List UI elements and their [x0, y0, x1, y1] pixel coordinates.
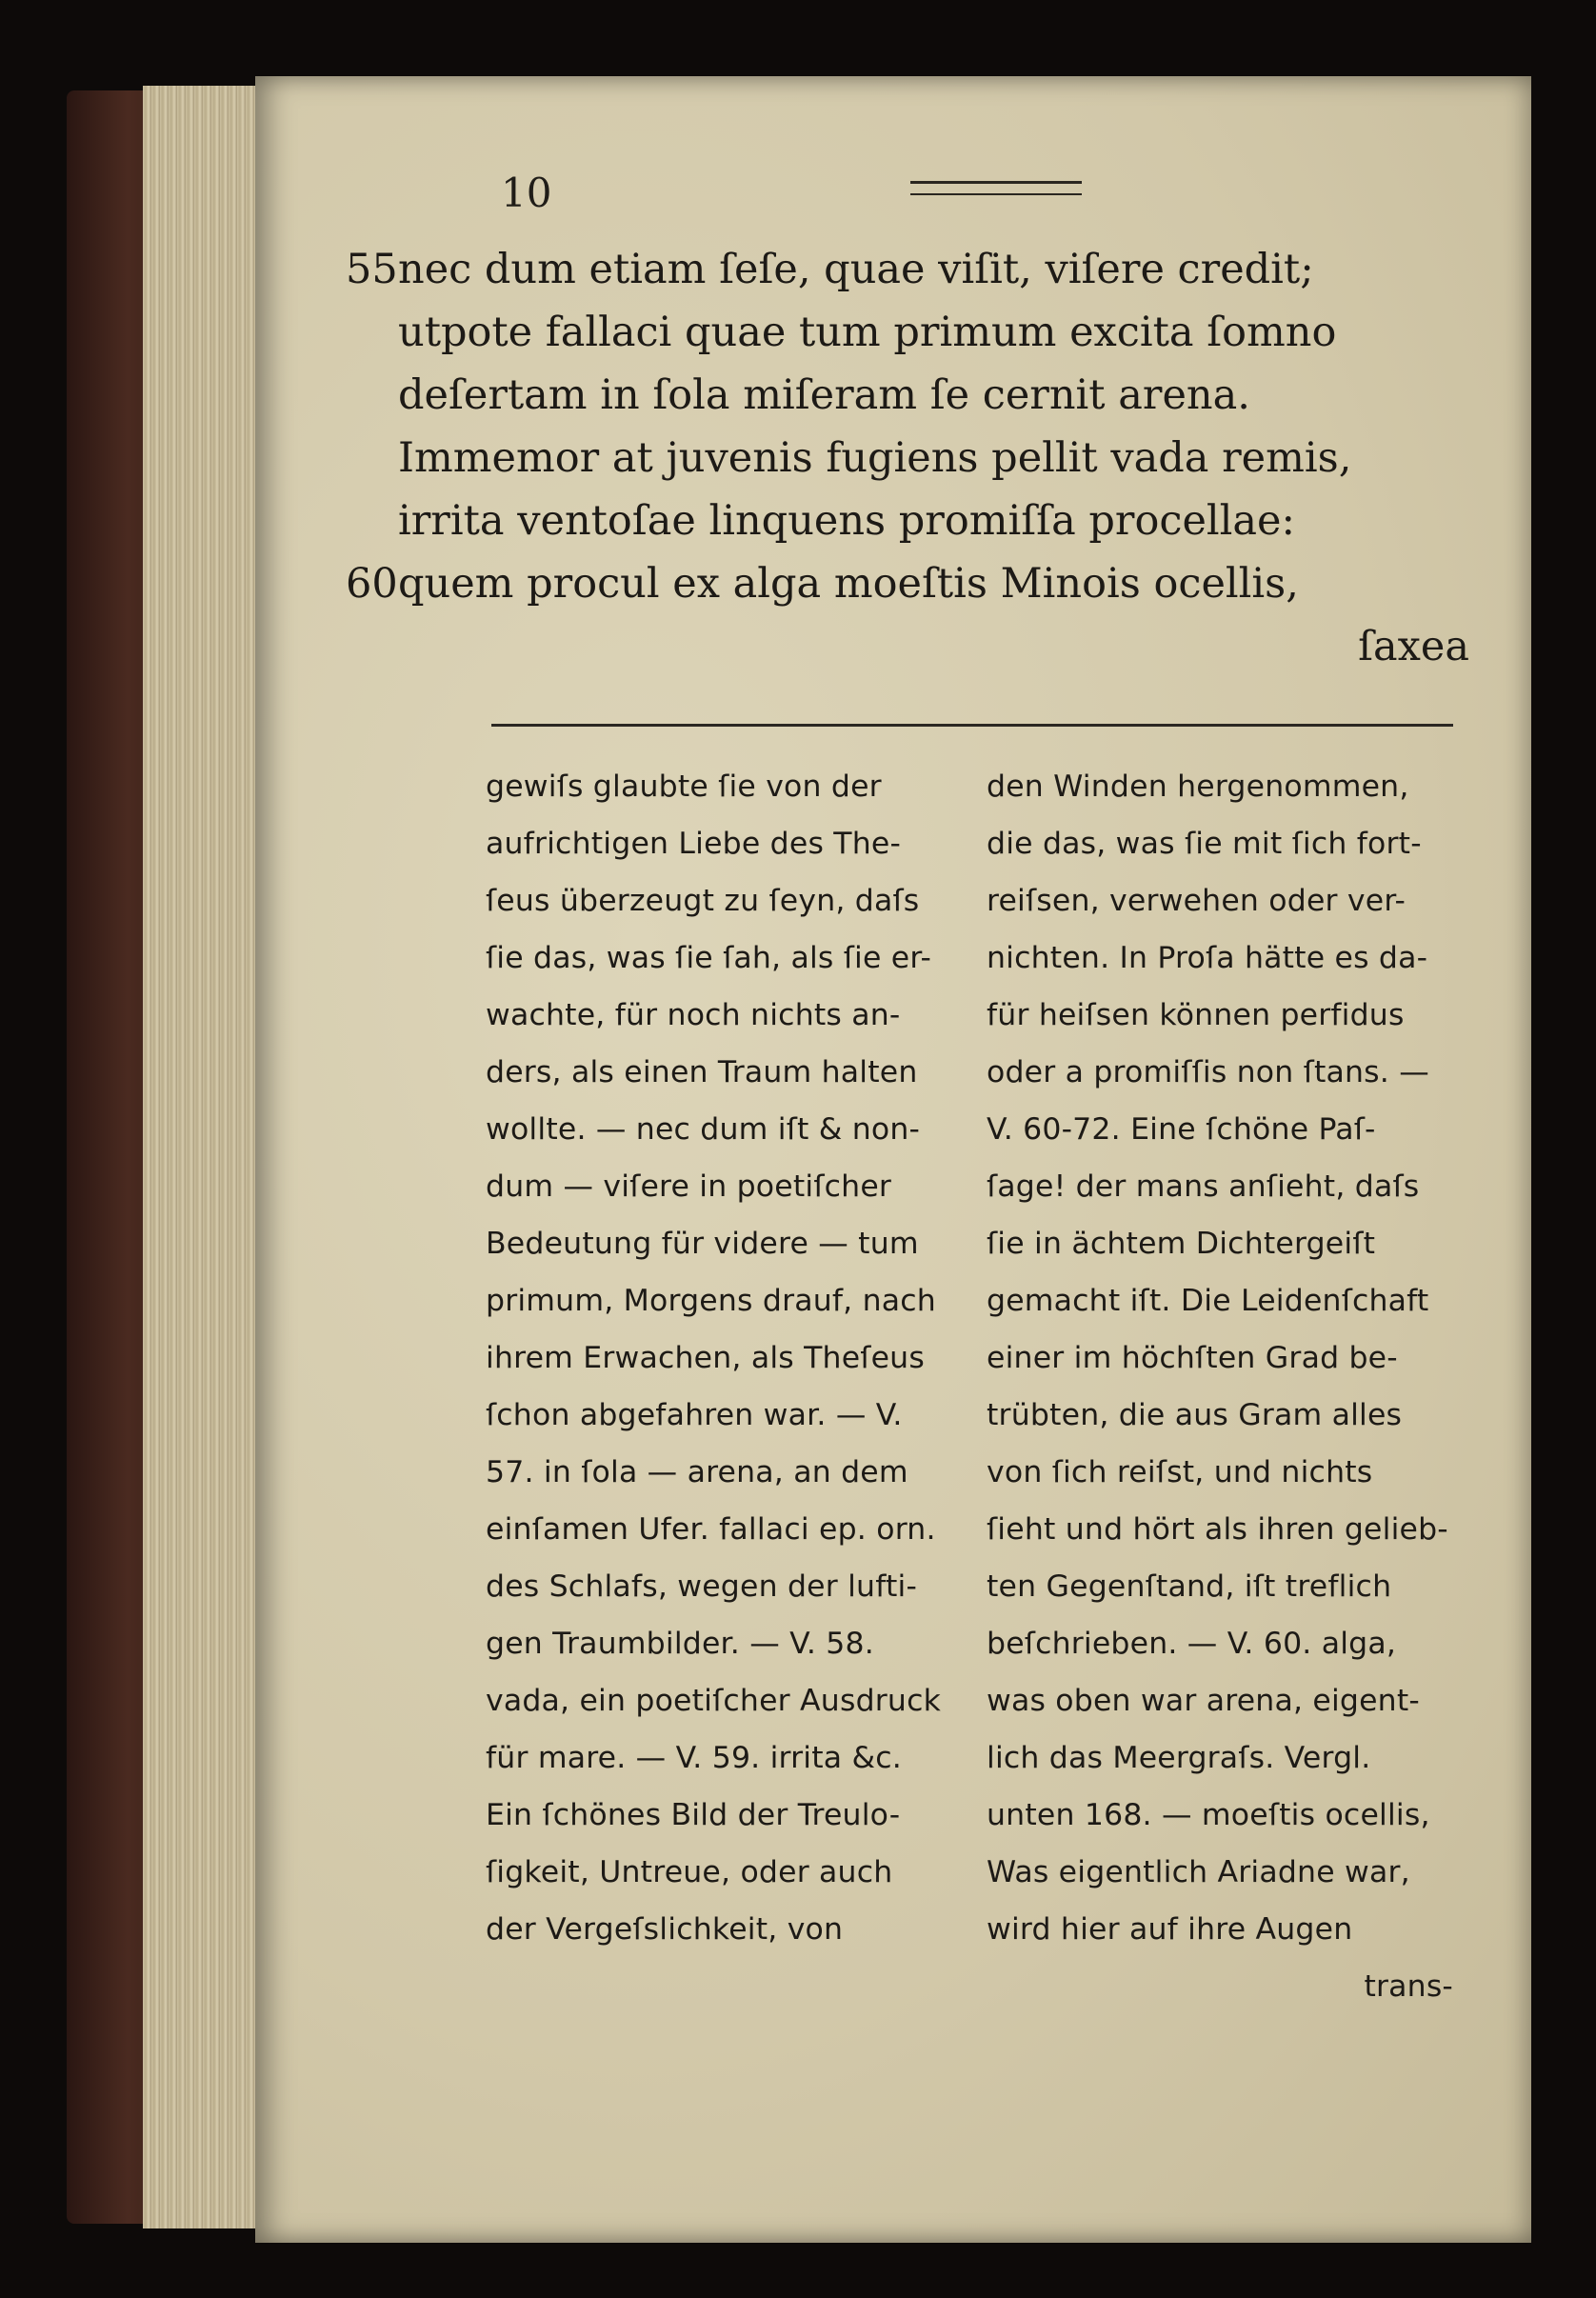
commentary-line: Was eigentlich Ariadne war,: [987, 1855, 1410, 1889]
verse-line: [346, 364, 1469, 427]
commentary-line: was oben war arena, eigent-: [987, 1684, 1420, 1718]
commentary-line: dum — viſere in poetiſcher: [486, 1169, 892, 1204]
verse-number: 60: [346, 560, 398, 608]
commentary-line: unten 168. — moeſtis ocellis,: [987, 1798, 1430, 1832]
page-number: 10: [501, 170, 552, 216]
commentary-line: gen Traumbilder. — V. 58.: [486, 1627, 874, 1661]
commentary-line: von ſich reiſst, und nichts: [987, 1455, 1373, 1489]
commentary-line: einer im höchſten Grad be-: [987, 1341, 1398, 1375]
commentary-line: der Vergeſslichkeit, von: [486, 1912, 844, 1947]
verse-text: deſertam in ſola miſeram ſe cernit arena.: [398, 371, 1250, 419]
commentary-line: wird hier auf ihre Augen: [987, 1912, 1353, 1947]
commentary-line: V. 60-72. Eine ſchöne Paſ-: [987, 1112, 1376, 1147]
commentary-line: des Schlafs, wegen der lufti-: [486, 1569, 918, 1604]
commentary-right-column: [987, 758, 1453, 2015]
commentary-line: ſeus überzeugt zu ſeyn, daſs: [486, 884, 920, 918]
commentary-line: reiſsen, verwehen oder ver-: [987, 884, 1406, 918]
commentary-line: ſigkeit, Untreue, oder auch: [486, 1855, 893, 1889]
verse-text: irrita ventoſae linquens promiſſa procellae:: [398, 497, 1295, 545]
commentary-line: Ein ſchönes Bild der Treulo-: [486, 1798, 901, 1832]
commentary-catchword: trans-: [1364, 1969, 1453, 2004]
commentary-line: ſage! der mans anſieht, daſs: [987, 1169, 1420, 1204]
commentary-line: ſieht und hört als ihren gelieb-: [987, 1512, 1448, 1547]
book-page: [255, 76, 1531, 2243]
commentary-line: für heiſsen können perfidus: [987, 998, 1405, 1032]
commentary-line: die das, was ſie mit ſich fort-: [987, 827, 1422, 861]
verse-line: [346, 301, 1469, 364]
commentary-line: 57. in ſola — arena, an dem: [486, 1455, 908, 1489]
commentary-line: den Winden hergenommen,: [987, 769, 1409, 804]
verse-text: utpote fallaci quae tum primum excita ſomno: [398, 309, 1337, 356]
commentary-line: ihrem Erwachen, als Theſeus: [486, 1341, 925, 1375]
verse-text: nec dum etiam ſeſe, quae viſit, viſere credit;: [398, 246, 1314, 293]
separator-rule: [491, 724, 1453, 727]
commentary-line: nichten. In Proſa hätte es da-: [987, 941, 1428, 975]
verse-line: [346, 238, 1469, 301]
commentary-line: lich das Meergraſs. Vergl.: [987, 1741, 1371, 1775]
verse-text: quem procul ex alga moeſtis Minois ocellis,: [398, 560, 1299, 608]
commentary-line: ders, als einen Traum halten: [486, 1055, 918, 1089]
verse-number: 55: [346, 246, 398, 293]
commentary-line: gemacht iſt. Die Leidenſchaft: [987, 1284, 1429, 1318]
commentary-line: ſie das, was ſie ſah, als ſie er-: [486, 941, 932, 975]
commentary-line: vada, ein poetiſcher Ausdruck: [486, 1684, 942, 1718]
commentary-line: beſchrieben. — V. 60. alga,: [987, 1627, 1397, 1661]
commentary-line: wollte. — nec dum iſt & non-: [486, 1112, 921, 1147]
commentary-line: aufrichtigen Liebe des The-: [486, 827, 902, 861]
commentary-line: ten Gegenſtand, iſt treflich: [987, 1569, 1392, 1604]
commentary-line: trübten, die aus Gram alles: [987, 1398, 1403, 1432]
header-ornament: [910, 181, 1082, 195]
verse-line: [346, 427, 1469, 490]
verse-text: Immemor at juvenis fugiens pellit vada remis,: [398, 434, 1352, 482]
commentary-line: gewiſs glaubte ſie von der: [486, 769, 882, 804]
verse-line: [346, 552, 1469, 615]
commentary-line: wachte, für noch nichts an-: [486, 998, 901, 1032]
commentary-line: ſchon abgefahren war. — V.: [486, 1398, 903, 1432]
commentary-line: einſamen Ufer. fallaci ep. orn.: [486, 1512, 936, 1547]
commentary-line: ſie in ächtem Dichtergeiſt: [987, 1227, 1376, 1261]
catchword: ſaxea: [1358, 623, 1469, 670]
commentary-left-column: [486, 758, 952, 1958]
commentary-line: Bedeutung für videre — tum: [486, 1227, 919, 1261]
commentary-line: primum, Morgens drauf, nach: [486, 1284, 936, 1318]
commentary-line: oder a promiſſis non ſtans. —: [987, 1055, 1429, 1089]
verse-catchword-line: [346, 615, 1469, 678]
commentary-line: für mare. — V. 59. irrita &c.: [486, 1741, 903, 1775]
latin-verses: [346, 238, 1469, 678]
verse-line: [346, 490, 1469, 552]
